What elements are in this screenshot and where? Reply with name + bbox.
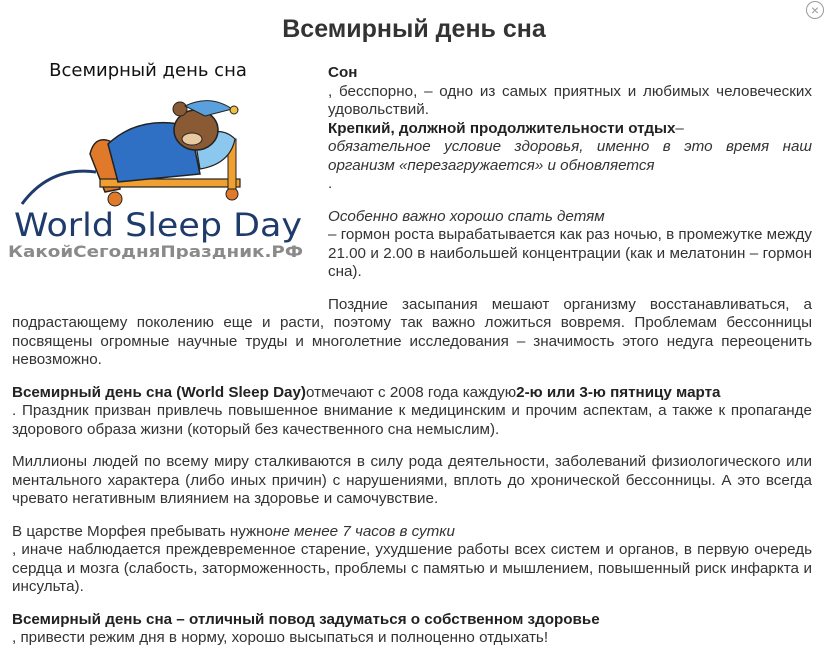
text: В царстве Морфея пребывать нужно	[12, 522, 273, 540]
text: – гормон роста вырабатывается как раз ночью, в промежутке между 21.00 и 2.00 в наибольшей концентрации (как и мелатонин – гормон сна).	[328, 226, 812, 280]
text: , бесспорно, – одно из самых приятных и любимых человеческих удовольствий.	[328, 82, 812, 118]
bold-text: Всемирный день сна (World Sleep Day)	[12, 383, 306, 401]
image-caption: Всемирный день сна	[49, 60, 247, 81]
paragraph-6	[12, 523, 812, 597]
text: –	[675, 119, 684, 137]
italic-text: Особенно важно хорошо спать детям	[328, 207, 605, 225]
text: отмечают с 2008 года каждую	[306, 383, 517, 401]
close-icon: ×	[810, 2, 820, 18]
text: Миллионы людей по всему миру сталкиваются в силу рода деятельности, заболеваний физиологического или ментального характера (либо иных причин) с нарушениями, вплоть до хронической бессонницы. А это всегда чревато негативным влиянием на здоровье и самочувствие.	[12, 453, 812, 507]
page-title: Всемирный день сна	[282, 15, 546, 43]
paragraph-5	[12, 453, 812, 509]
paragraph-2	[328, 208, 812, 282]
article-body	[12, 0, 812, 672]
text: , привести режим дня в норму, хорошо высыпаться и полноценно отдыхать!	[12, 629, 549, 646]
bold-text: Сон	[328, 64, 358, 81]
text: .	[328, 175, 333, 192]
paragraph-1	[328, 64, 812, 194]
text: . Праздник призван привлечь повышенное внимание к медицинским и прочим аспектам, а также к пропаганде здорового образа жизни (который без качественного сна немыслим).	[12, 402, 812, 438]
italic-text: не менее 7 часов в сутки	[272, 522, 455, 540]
watermark: КакойСегодняПраздник.РФ	[8, 242, 304, 259]
paragraph-3	[12, 296, 812, 370]
world-sleep-day-logo: World Sleep Day	[14, 206, 302, 244]
text: , иначе наблюдается преждевременное старение, ухудшение работы всех систем и органов, в первую очередь сердца и мозга (слабость, заторможенность, проблемы с памятью и мышлением, повышенный риск инфаркта и инсульта).	[12, 541, 812, 595]
text: Поздние засыпания мешают организму восстанавливаться, а подрастающему поколению еще и расти, поэтому так важно ложиться вовремя. Проблемам бессонницы посвящены огромные научные труды и многолетние исследования – значимость этого недуга переоценить невозможно.	[12, 295, 812, 368]
bold-text: Крепкий, должной продолжительности отдых	[328, 119, 676, 137]
bold-text: 2-ю или 3-ю пятницу марта	[516, 383, 721, 401]
text-beside-image	[328, 64, 812, 282]
paragraph-4	[12, 384, 812, 440]
bold-text: Всемирный день сна – отличный повод задуматься о собственном здоровье	[12, 610, 600, 628]
italic-text: обязательное условие здоровья, именно в это время наш организм «перезагружается» и обновляется	[328, 138, 812, 174]
paragraph-7	[12, 611, 812, 648]
